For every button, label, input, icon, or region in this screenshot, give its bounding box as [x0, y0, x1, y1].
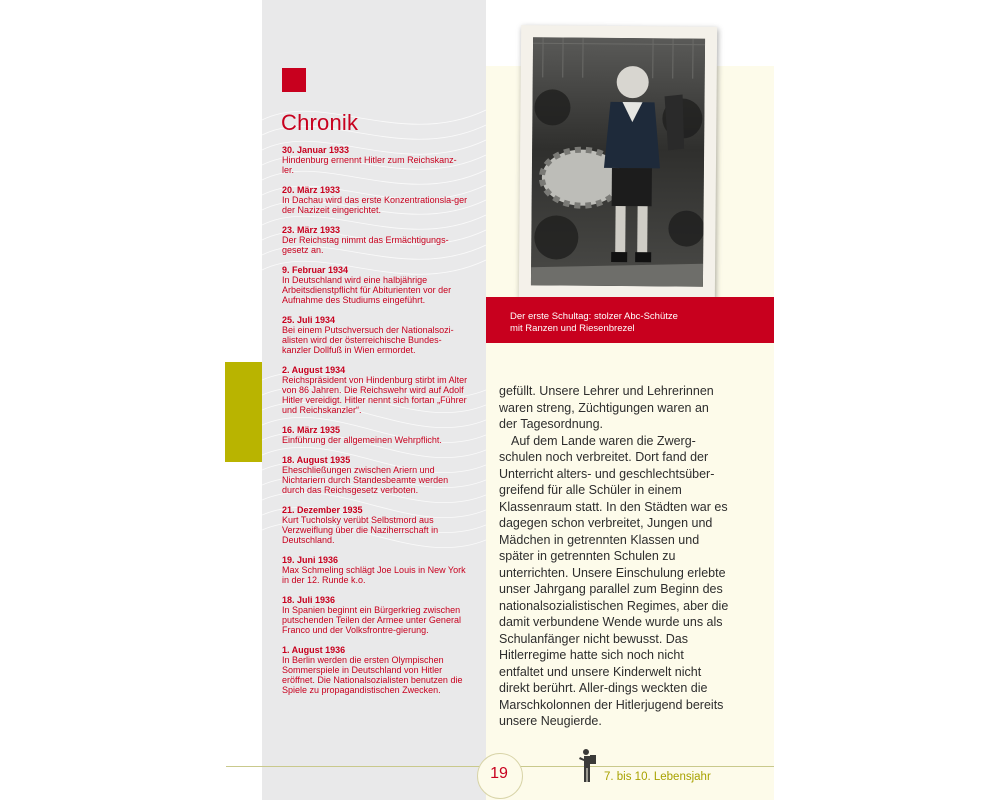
timeline-entry: [282, 425, 468, 445]
entry-date: 30. Januar 1933: [282, 145, 350, 155]
photo-caption: [510, 311, 750, 335]
entry-date: 18. Juli 1936: [282, 595, 336, 605]
timeline-entry: [282, 145, 468, 175]
entry-text: Eheschließungen zwischen Ariern und Nichtariern durch Standesbeamte werden durch das Reichsgesetz verboten.: [282, 465, 449, 495]
entry-text: Kurt Tucholsky verübt Selbstmord aus Verzweiflung über die Naziherrschaft in Deutschland.: [282, 515, 439, 545]
timeline-entry: [282, 645, 468, 695]
entry-date: 25. Juli 1934: [282, 315, 336, 325]
entry-text: Der Reichstag nimmt das Ermächtigungs-gesetz an.: [282, 235, 449, 255]
timeline-entry: [282, 505, 468, 545]
child-figure-icon: [578, 747, 600, 785]
entry-text: Einführung der allgemeinen Wehrpflicht.: [282, 435, 442, 445]
timeline-entry: [282, 225, 468, 255]
entry-text: Max Schmeling schlägt Joe Louis in New York in der 12. Runde k.o.: [282, 565, 466, 585]
caption-line: Der erste Schultag: stolzer Abc-Schütze: [510, 311, 678, 322]
timeline-entry: [282, 185, 468, 215]
timeline-entry: [282, 455, 468, 495]
entry-text: In Deutschland wird eine halbjährige Arbeitsdienstpflicht für Abiturienten vor der Aufnahme des Studiums eingeführt.: [282, 275, 452, 305]
entry-date: 9. Februar 1934: [282, 265, 349, 275]
paragraph: gefüllt. Unsere Lehrer und Lehrerinnen waren streng, Züchtigungen waren an der Tagesordnung.: [499, 384, 714, 431]
entry-text: Hindenburg ernennt Hitler zum Reichskanz-ler.: [282, 155, 457, 175]
entry-date: 2. August 1934: [282, 365, 346, 375]
chronik-timeline: [282, 145, 468, 705]
entry-date: 23. März 1933: [282, 225, 341, 235]
timeline-entry: [282, 595, 468, 635]
entry-date: 16. März 1935: [282, 425, 341, 435]
entry-text: In Berlin werden die ersten Olympischen Sommerspiele in Deutschland von Hitler eröffnet. Die Nationalsozialisten benutzen die Spiele zu propagandistischen Zwecken.: [282, 655, 463, 695]
school-day-photo: [531, 37, 705, 286]
timeline-entry: [282, 555, 468, 585]
chronik-heading: Chronik: [281, 110, 359, 135]
timeline-entry: [282, 265, 468, 305]
timeline-entry: [282, 315, 468, 355]
photo-frame: [519, 25, 717, 299]
page-number: 19: [490, 765, 508, 782]
entry-date: 1. August 1936: [282, 645, 346, 655]
entry-text: Reichspräsident von Hindenburg stirbt im Alter von 86 Jahren. Die Reichswehr wird auf Adolf Hitler vereidigt. Hitler nennt sich fortan „Führer und Reichskanzler“.: [282, 375, 468, 415]
entry-text: In Dachau wird das erste Konzentrationsla-ger der Nazizeit eingerichtet.: [282, 195, 468, 215]
entry-date: 19. Juni 1936: [282, 555, 339, 565]
timeline-entry: [282, 365, 468, 415]
entry-text: In Spanien beginnt ein Bürgerkrieg zwischen putschenden Teilen der Armee unter General Franco und der Volksfrontre-gierung.: [282, 605, 461, 635]
entry-date: 20. März 1933: [282, 185, 341, 195]
paragraph: Auf dem Lande waren die Zwerg-schulen noch verbreitet. Dort fand der Unterricht alters- und geschlechtsüber-greifend für alle Schüler in einem Klassenraum statt. In den Städten war es dagegen schon verbreitet, Jungen und Mädchen in getrennten Klassen und später in getrennten Schulen zu unterrichten. Unsere Einschulung erlebte unser Jahrgang parallel zum Beginn des nationalsozialistischen Regimes, aber die damit verbundene Wende wurde uns als Schulanfänger nicht bewusst. Das Hitlerregime hatte sich noch nicht entfaltet und unsere Kinderwelt nicht direkt berührt. Aller-dings weckten die Marschkolonnen der Hitlerjugend bereits unsere Neugierde.: [499, 433, 729, 728]
section-marker-square: [282, 68, 306, 92]
chapter-label: 7. bis 10. Lebensjahr: [604, 771, 711, 783]
body-text: [499, 383, 729, 730]
entry-text: Bei einem Putschversuch der Nationalsozi-alisten wird der österreichische Bundes-kanzler Dollfuß in Wien ermordet.: [282, 325, 454, 355]
entry-date: 18. August 1935: [282, 455, 351, 465]
caption-line: mit Ranzen und Riesenbrezel: [510, 323, 635, 334]
chapter-marker-tab: [225, 362, 262, 462]
entry-date: 21. Dezember 1935: [282, 505, 363, 515]
